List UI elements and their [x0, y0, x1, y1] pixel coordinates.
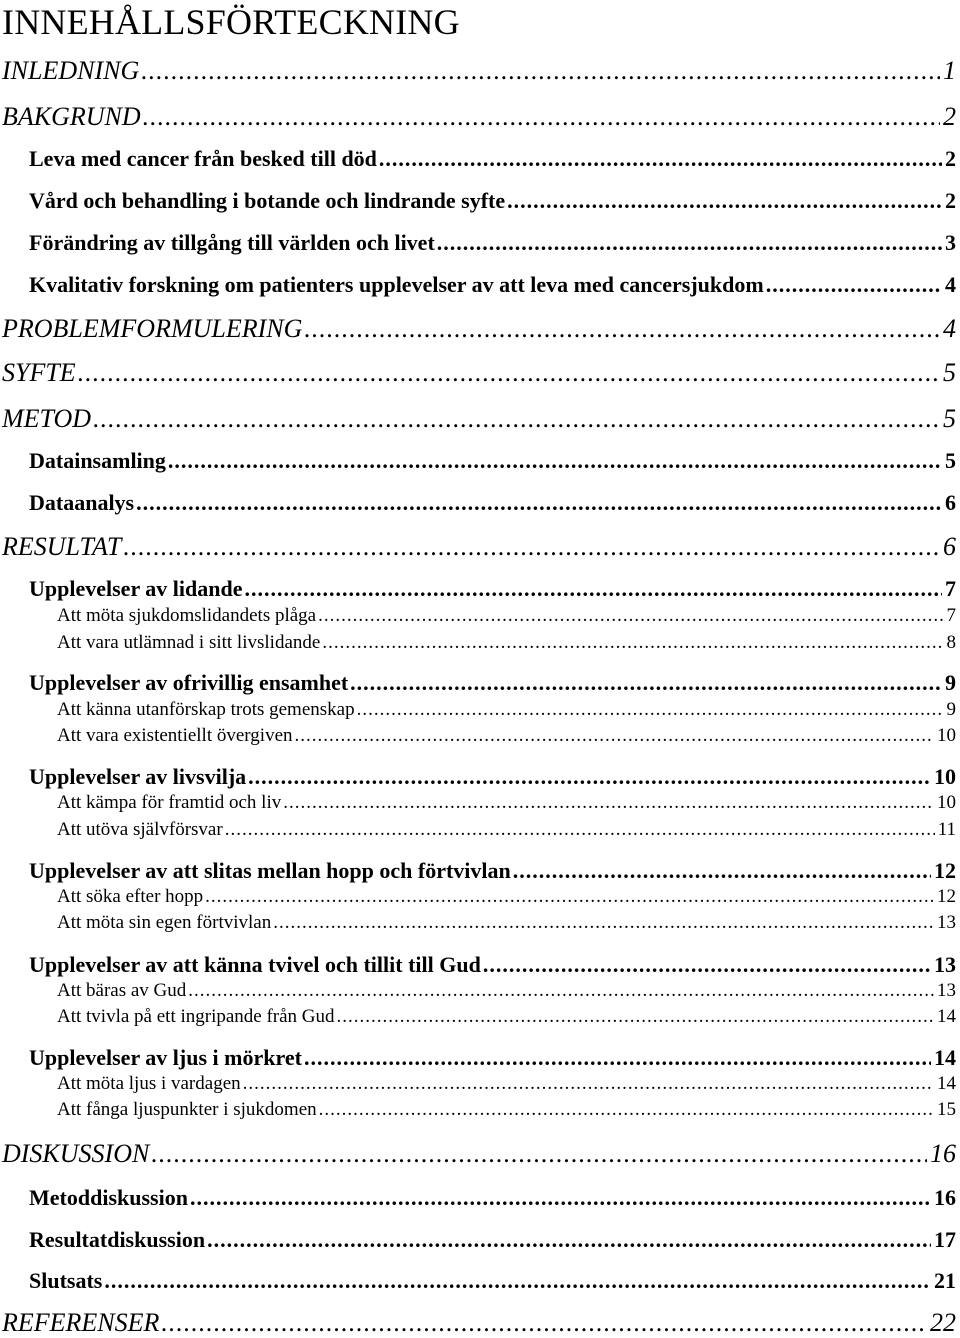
toc-entry-page: 3 [945, 230, 956, 255]
toc-entry-page: 7 [945, 576, 956, 601]
dot-leader [248, 764, 931, 790]
dot-leader [190, 1185, 931, 1211]
toc-entry-label: Förändring av tillgång till världen och livet [29, 230, 435, 255]
dot-leader [136, 490, 942, 516]
toc-entry-att-mota-sin-egen-fortvivlan[interactable] [57, 912, 956, 934]
toc-entry-label: SYFTE [2, 358, 76, 387]
dot-leader [205, 886, 934, 908]
toc-entry-label: Slutsats [29, 1268, 103, 1293]
toc-entry-label: Upplevelser av ofrivillig ensamhet [29, 670, 349, 695]
dot-leader [78, 358, 940, 388]
toc-entry-page: 9 [946, 699, 956, 720]
toc-entry-syfte[interactable] [2, 358, 956, 388]
dot-leader [143, 102, 940, 132]
toc-entry-page: 11 [937, 819, 956, 840]
dot-leader [357, 699, 944, 721]
toc-entry-label: Att vara existentiellt övergiven [57, 725, 293, 746]
toc-entry-kvalitativ-forskning[interactable] [29, 272, 956, 298]
toc-entry-label: Att möta sin egen förtvivlan [57, 912, 272, 933]
toc-entry-label: INLEDNING [2, 56, 140, 85]
toc-entry-page: 10 [934, 764, 956, 789]
toc-entry-label: DISKUSSION [2, 1139, 150, 1168]
toc-entry-page: 10 [937, 792, 956, 813]
toc-entry-label: Att möta ljus i vardagen [57, 1073, 241, 1094]
toc-entry-page: 17 [934, 1227, 956, 1252]
toc-entry-upplevelser-av-lidande[interactable] [29, 576, 956, 602]
dot-leader [141, 56, 940, 86]
dot-leader [245, 576, 942, 602]
toc-entry-problemformulering[interactable] [2, 314, 956, 344]
dot-leader [161, 1308, 927, 1338]
toc-entry-page: 5 [943, 358, 956, 387]
dot-leader [337, 1006, 934, 1028]
dot-leader [104, 1268, 931, 1294]
toc-entry-att-mota-sjukdomslidandets-plaga[interactable] [57, 605, 956, 627]
dot-leader [225, 819, 935, 841]
toc-entry-page: 14 [934, 1045, 956, 1070]
toc-entry-page: 4 [945, 272, 956, 297]
toc-entry-label: Resultatdiskussion [29, 1227, 206, 1252]
toc-entry-bakgrund[interactable] [2, 102, 956, 132]
dot-leader [766, 272, 942, 298]
dot-leader [437, 230, 942, 256]
toc-entry-label: Att känna utanförskap trots gemenskap [57, 699, 355, 720]
toc-entry-label: Upplevelser av ljus i mörkret [29, 1045, 302, 1070]
dot-leader [273, 912, 934, 934]
toc-entry-page: 13 [937, 912, 956, 933]
toc-entry-page: 16 [930, 1139, 956, 1168]
toc-entry-page: 12 [934, 858, 956, 883]
toc-entry-att-vara-existentiellt-overgiven[interactable] [57, 725, 956, 747]
toc-entry-page: 7 [946, 605, 956, 626]
toc-entry-label: Att bäras av Gud [57, 980, 187, 1001]
toc-entry-inledning[interactable] [2, 56, 956, 86]
toc-entry-label: REFERENSER [2, 1308, 160, 1337]
toc-entry-page: 12 [937, 886, 956, 907]
toc-entry-label: Att fånga ljuspunkter i sjukdomen [57, 1099, 317, 1120]
toc-entry-datainsamling[interactable] [29, 448, 956, 474]
toc-entry-label: Att möta sjukdomslidandets plåga [57, 605, 317, 626]
toc-entry-label: Datainsamling [29, 448, 166, 473]
dot-leader [304, 314, 940, 344]
dot-leader [507, 188, 942, 214]
dot-leader [318, 605, 943, 627]
toc-entry-label: Upplevelser av att slitas mellan hopp och förtvivlan [29, 858, 511, 883]
toc-entry-metod[interactable] [2, 404, 956, 434]
dot-leader [188, 980, 934, 1002]
dot-leader [168, 448, 942, 474]
dot-leader [93, 404, 940, 434]
toc-entry-label: Upplevelser av att känna tvivel och tillit till Gud [29, 952, 481, 977]
toc-entry-page: 6 [945, 490, 956, 515]
toc-entry-page: 10 [937, 725, 956, 746]
toc-entry-label: Att vara utlämnad i sitt livslidande [57, 632, 321, 653]
toc-entry-label: Metoddiskussion [29, 1185, 188, 1210]
toc-entry-att-mota-ljus-i-vardagen[interactable] [57, 1073, 956, 1095]
toc-entry-label: Dataanalys [29, 490, 135, 515]
dot-leader [243, 1073, 934, 1095]
toc-entry-page: 13 [934, 952, 956, 977]
toc-entry-page: 1 [943, 56, 956, 85]
toc-entry-att-tvivla-pa-ett-ingripande[interactable] [57, 1006, 956, 1028]
toc-entry-page: 6 [943, 532, 956, 561]
toc-entry-page: 2 [945, 146, 956, 171]
toc-entry-diskussion[interactable] [2, 1139, 956, 1169]
dot-leader [513, 858, 931, 884]
toc-entry-label: METOD [2, 404, 92, 433]
dot-leader [283, 792, 934, 814]
toc-entry-att-soka-efter-hopp[interactable] [57, 886, 956, 908]
toc-entry-page: 9 [945, 670, 956, 695]
toc-entry-page: 16 [934, 1185, 956, 1210]
toc-entry-label: Upplevelser av livsvilja [29, 764, 247, 789]
dot-leader [295, 725, 935, 747]
page-title: INNEHÅLLSFÖRTECKNING [2, 2, 460, 42]
toc-entry-label: Att söka efter hopp [57, 886, 204, 907]
dot-leader [207, 1227, 931, 1253]
dot-leader [319, 1099, 934, 1121]
toc-entry-page: 5 [943, 404, 956, 433]
toc-entry-upplevelser-ljus-i-morkret[interactable] [29, 1045, 956, 1071]
dot-leader [304, 1045, 931, 1071]
toc-entry-label: Vård och behandling i botande och lindrande syfte [29, 188, 506, 213]
toc-entry-upplevelser-av-livsvilja[interactable] [29, 764, 956, 790]
toc-entry-label: Kvalitativ forskning om patienters upplevelser av att leva med cancersjukdom [29, 272, 764, 297]
toc-entry-page: 15 [937, 1099, 956, 1120]
toc-entry-metoddiskussion[interactable] [29, 1185, 956, 1211]
toc-entry-resultatdiskussion[interactable] [29, 1227, 956, 1253]
toc-entry-page: 4 [943, 314, 956, 343]
toc-entry-label: RESULTAT [2, 532, 122, 561]
toc-entry-att-fanga-ljuspunkter[interactable] [57, 1099, 956, 1121]
toc-entry-page: 14 [937, 1006, 956, 1027]
toc-entry-page: 13 [937, 980, 956, 1001]
toc-entry-label: Leva med cancer från besked till död [29, 146, 377, 171]
dot-leader [350, 670, 942, 696]
dot-leader [379, 146, 942, 172]
toc-entry-upplevelser-av-ofrivillig-ensamhet[interactable] [29, 670, 956, 696]
toc-entry-label: Att utöva självförsvar [57, 819, 223, 840]
toc-entry-att-kampa-for-framtid[interactable] [57, 792, 956, 814]
toc-entry-att-utova-sjalvforsvar[interactable] [57, 819, 956, 841]
dot-leader [322, 632, 943, 654]
dot-leader [151, 1139, 927, 1169]
toc-entry-dataanalys[interactable] [29, 490, 956, 516]
toc-entry-page: 2 [943, 102, 956, 131]
dot-leader [123, 532, 940, 562]
toc-entry-page: 21 [934, 1268, 956, 1293]
toc-entry-forandring[interactable] [29, 230, 956, 256]
toc-entry-page: 5 [945, 448, 956, 473]
toc-entry-page: 14 [937, 1073, 956, 1094]
toc-entry-label: Upplevelser av lidande [29, 576, 243, 601]
toc-entry-label: Att kämpa för framtid och liv [57, 792, 282, 813]
toc-entry-label: Att tvivla på ett ingripande från Gud [57, 1006, 335, 1027]
toc-entry-upplevelser-tvivel-och-tillit[interactable] [29, 952, 956, 978]
toc-entry-upplevelser-hopp-och-fortvivlan[interactable] [29, 858, 956, 884]
toc-entry-att-baras-av-gud[interactable] [57, 980, 956, 1002]
toc-entry-page: 8 [946, 632, 956, 653]
toc-entry-page: 22 [930, 1308, 956, 1337]
toc-entry-label: BAKGRUND [2, 102, 141, 131]
toc-entry-slutsats[interactable] [29, 1268, 956, 1294]
toc-entry-page: 2 [945, 188, 956, 213]
toc-entry-leva-med-cancer[interactable] [29, 146, 956, 172]
dot-leader [483, 952, 931, 978]
toc-entry-referenser[interactable] [2, 1308, 956, 1338]
toc-entry-resultat[interactable] [2, 532, 956, 562]
toc-entry-vard-och-behandling[interactable] [29, 188, 956, 214]
toc-entry-att-kanna-utanforskap[interactable] [57, 699, 956, 721]
toc-entry-att-vara-utlamnad[interactable] [57, 632, 956, 654]
toc-entry-label: PROBLEMFORMULERING [2, 314, 303, 343]
